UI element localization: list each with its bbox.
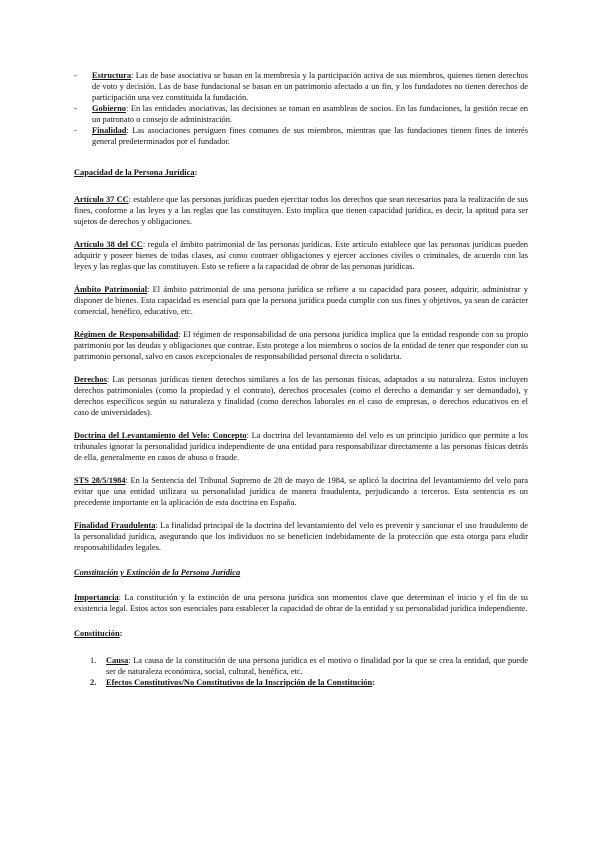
bullet-term: Estructura — [92, 71, 132, 80]
subsection-title: Constitución — [74, 629, 120, 638]
subsection-suffix: : — [119, 629, 123, 638]
paragraph-art37 — [74, 194, 528, 227]
para-text: : El ámbito patrimonial de una persona jurídica se refiere a su capacidad para poseer, adquirir, administrar y disponer de bienes. Esta capacidad es esencial para que la persona jurídica pueda cumplir con sus fines y objetivos, ya sean de carácter comercial, benéfico, educativo, etc. — [74, 285, 528, 316]
section-heading-constitucion — [74, 567, 528, 578]
list-item — [74, 103, 528, 125]
dash-marker: - — [74, 126, 77, 135]
paragraph-sts — [74, 475, 528, 508]
list-item — [74, 677, 528, 688]
section-title: Capacidad de la Persona Jurídica — [74, 168, 195, 177]
para-text: : El régimen de responsabilidad de una persona jurídica implica que la entidad responde con su propio patrimonio por las deudas y obligaciones que contrae. Esto protege a los miembros o socios de la entidad de tener que responder con su patrimonio personal, salvo en casos excepcionales de responsabilidad personal directa o solidaria. — [74, 330, 529, 361]
para-text: : La constitución y la extinción de una persona jurídica son momentos clave que determinan el inicio y el fin de su existencia legal. Estos actos son esenciales para establecer la capacidad de obrar de la entidad y su personalidad jurídica independiente. — [74, 593, 528, 613]
paragraph-art38 — [74, 239, 528, 272]
para-text: : La finalidad principal de la doctrina del levantamiento del velo es prevenir y sancionar el uso fraudulento de la personalidad jurídica, asegurando que los individuos no se beneficien indebidamente de la protección que esta otorga para eludir responsabilidades legales. — [74, 521, 528, 552]
list-item — [74, 125, 528, 147]
para-text: : En la Sentencia del Tribunal Supremo de 28 de mayo de 1984, se aplicó la doctrina del levantamiento del velo para evitar que una entidad utilizara su personalidad jurídica de manera fraudulenta, perjudicando a terceros. Esta sentencia es un precedente importante en la aplicación de esta doctrina en España. — [74, 476, 528, 507]
para-text: : La doctrina del levantamiento del velo es un principio jurídico que permite a los tribunales ignorar la personalidad jurídica independiente de una entidad para responsabilizar directamente a las personas físicas detrás de ella, generalmente en casos de abuso o fraude. — [74, 431, 528, 462]
bullet-text: : Las de base asociativa se basan en la membresía y la participación activa de sus miembros, quienes tienen derechos de voto y decisión. Las de base fundacional se basan en un patrimonio afectado a un fin, y los fundadores no tienen derechos de participación una vez constituida la fundación. — [92, 71, 528, 102]
paragraph-doctrina — [74, 430, 528, 463]
bullet-term: Gobierno — [92, 104, 126, 113]
paragraph-ambito — [74, 284, 528, 317]
para-term: Finalidad Fraudulenta — [74, 521, 156, 530]
para-text: : Las personas jurídicas tienen derechos similares a los de las personas físicas, adaptados a su naturaleza. Estos incluyen derechos patrimoniales (como la propiedad y el contrato), derechos procesales (como el derecho a demandar y ser demandado), y derechos específicos según su naturaleza y finalidad (como derechos laborales en el caso de empresas, o derechos educativos en el caso de universidades). — [74, 375, 528, 417]
bullet-list — [74, 70, 528, 147]
dash-marker: - — [74, 71, 77, 80]
para-text: : establece que las personas jurídicas pueden ejercitar todos los derechos que sean necesarios para la realización de sus fines, conforme a las leyes y a las reglas que las constituyen. Esto implica que tienen capacidad jurídica, es decir, la aptitud para ser sujetos de derechos y obligaciones. — [74, 195, 528, 226]
item-text: : — [372, 678, 375, 687]
para-term: Derechos — [74, 375, 107, 384]
para-term: Doctrina del Levantamiento del Velo: Concepto — [74, 431, 247, 440]
para-term: Artículo 38 del CC — [74, 240, 143, 249]
number-marker: 2. — [90, 678, 97, 687]
number-marker: 1. — [90, 656, 97, 665]
paragraph-derechos — [74, 374, 528, 418]
para-term: STS 28/5/1984 — [74, 476, 126, 485]
para-text: : regula el ámbito patrimonial de las personas jurídicas. Este artículo establece que las personas jurídicas pueden adquirir y poseer bienes de todas clases, así como contraer obligaciones y ejercer acciones civiles o criminales, de acuerdo con las leyes y las reglas que las constituyen. Esto se refiere a la capacidad de obrar de las personas jurídicas. — [74, 240, 528, 271]
para-term: Artículo 37 CC — [74, 195, 129, 204]
numbered-list — [74, 655, 528, 688]
item-text: : La causa de la constitución de una persona jurídica es el motivo o finalidad por la que se crea la entidad, que puede ser de naturaleza económica, social, cultural, benéfica, etc. — [106, 656, 528, 676]
list-item — [74, 70, 528, 103]
bullet-term: Finalidad — [92, 126, 127, 135]
para-term: Ámbito Patrimonial — [74, 285, 148, 294]
section-suffix: : — [194, 168, 198, 177]
item-term: Causa — [106, 656, 129, 665]
subsection-heading-constitucion — [74, 628, 528, 639]
paragraph-finalidad-fraudulenta — [74, 520, 528, 553]
para-term: Importancia — [74, 593, 119, 602]
document-page — [74, 70, 528, 688]
paragraph-importancia — [74, 592, 528, 614]
bullet-text: : En las entidades asociativas, las decisiones se toman en asambleas de socios. En las fundaciones, la gestión recae en un patronato o consejo de administración. — [92, 104, 528, 124]
list-item — [74, 655, 528, 677]
section-heading-capacidad — [74, 167, 528, 178]
item-term: Efectos Constitutivos/No Constitutivos de la Inscripción de la Constitución — [106, 678, 373, 687]
bullet-text: : Las asociaciones persiguen fines comunes de sus miembros, mientras que las fundaciones tienen fines de interés general predeterminados por el fundador. — [92, 126, 528, 146]
para-term: Régimen de Responsabilidad — [74, 330, 179, 339]
paragraph-regimen — [74, 329, 528, 362]
section-title: Constitución y Extinción de la Persona Jurídica — [74, 568, 241, 577]
dash-marker: - — [74, 104, 77, 113]
